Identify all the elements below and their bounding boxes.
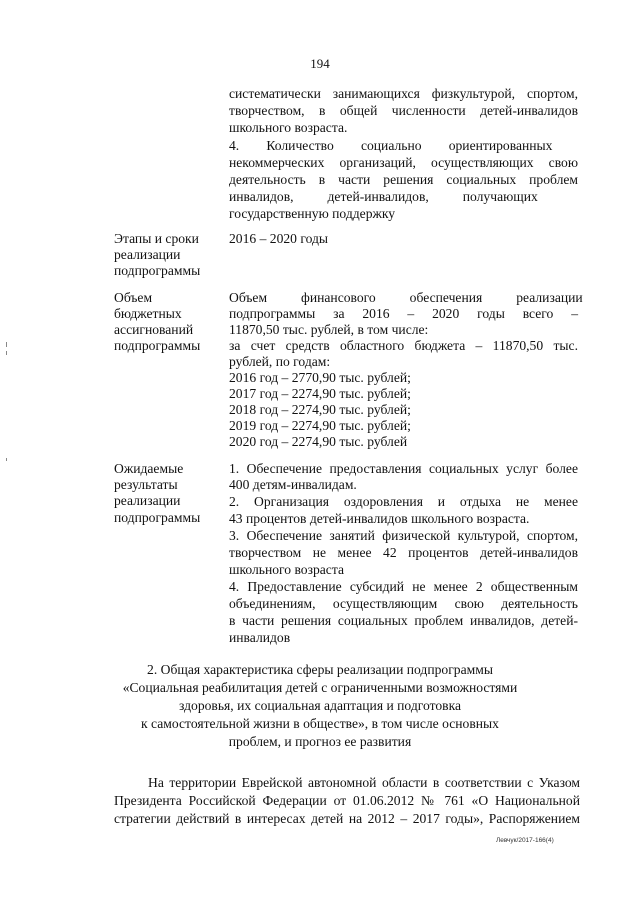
budget-line: 2020 год – 2274,90 тыс. рублей <box>229 434 408 449</box>
scan-mark <box>6 351 7 355</box>
results-line: 2. Организация оздоровления и отдыха не менее <box>229 494 578 509</box>
paragraph-line: стратегии действий в интересах детей на 2012 – 2017 годы», Распоряжением <box>114 811 580 826</box>
budget-line: подпрограммы за 2016 – 2020 годы всего – <box>229 306 578 321</box>
footer-code: Левчук/2017-166(4) <box>496 837 554 844</box>
budget-line: за счет средств областного бюджета – 11870,50 тыс. <box>229 338 578 353</box>
budget-line: рублей, по годам: <box>229 354 331 369</box>
results-label-line: результаты <box>114 477 178 492</box>
results-line: 1. Обеспечение предоставления социальных услуг более <box>229 461 578 476</box>
stages-value: 2016 – 2020 годы <box>229 231 329 246</box>
text-line: некоммерческих организаций, осуществляющих свою <box>229 155 578 170</box>
text-line: инвалидов, детей-инвалидов, получающих <box>229 189 538 204</box>
heading-line: к самостоятельной жизни в обществе», в том числе основных <box>141 716 499 731</box>
budget-line: 11870,50 тыс. рублей, в том числе: <box>229 322 429 337</box>
text-line: государственную поддержку <box>229 206 396 221</box>
heading-line: проблем, и прогноз ее развития <box>228 734 412 749</box>
budget-line: Объем финансового обеспечения реализации <box>229 290 583 305</box>
scan-mark <box>6 458 7 461</box>
text-line: школьного возраста. <box>229 120 348 135</box>
budget-line: 2019 год – 2274,90 тыс. рублей; <box>229 418 411 433</box>
results-line: инвалидов <box>229 630 291 645</box>
stages-label-line: Этапы и сроки <box>114 231 199 246</box>
text-line: деятельность в части решения социальных проблем <box>229 172 578 187</box>
budget-line: 2016 год – 2770,90 тыс. рублей; <box>229 370 411 385</box>
results-label-line: Ожидаемые <box>114 461 184 476</box>
text-line: 4. Количество социально ориентированных <box>229 138 553 153</box>
results-label-line: реализации <box>114 493 181 508</box>
heading-line: «Социальная реабилитация детей с ограниченными возможностями <box>122 680 518 695</box>
paragraph-line: На территории Еврейской автономной области в соответствии с Указом <box>148 775 580 790</box>
scan-mark <box>6 342 7 347</box>
results-label-line: подпрограммы <box>114 510 201 525</box>
budget-line: 2018 год – 2274,90 тыс. рублей; <box>229 402 411 417</box>
stages-label-line: подпрограммы <box>114 263 201 278</box>
heading-line: 2. Общая характеристика сферы реализации подпрограммы <box>147 662 493 677</box>
results-line: в части решения социальных проблем инвалидов, детей- <box>229 613 578 628</box>
results-line: 3. Обеспечение занятий физической культурой, спортом, <box>229 528 578 543</box>
text-line: систематически занимающихся физкультурой, спортом, <box>229 86 578 101</box>
budget-label-line: бюджетных <box>114 306 182 321</box>
budget-label-line: Объем <box>114 290 153 305</box>
text-line: творчеством, в общей численности детей-инвалидов <box>229 103 578 118</box>
paragraph-line: Президента Российской Федерации от 01.06.2012 № 761 «О Национальной <box>114 793 580 808</box>
budget-label-line: подпрограммы <box>114 338 201 353</box>
results-line: объединениям, осуществляющим свою деятельность <box>229 596 578 611</box>
budget-line: 2017 год – 2274,90 тыс. рублей; <box>229 386 411 401</box>
results-line: 43 процентов детей-инвалидов школьного возраста. <box>229 511 530 526</box>
page-number: 194 <box>310 56 330 71</box>
heading-line: здоровья, их социальная адаптация и подготовка <box>179 698 461 713</box>
results-line: 4. Предоставление субсидий не менее 2 общественным <box>229 579 578 594</box>
results-line: 400 детям-инвалидам. <box>229 477 357 492</box>
results-line: творчеством не менее 42 процентов детей-инвалидов <box>229 545 578 560</box>
results-line: школьного возраста <box>229 562 344 577</box>
stages-label-line: реализации <box>114 247 181 262</box>
budget-label-line: ассигнований <box>114 322 194 337</box>
